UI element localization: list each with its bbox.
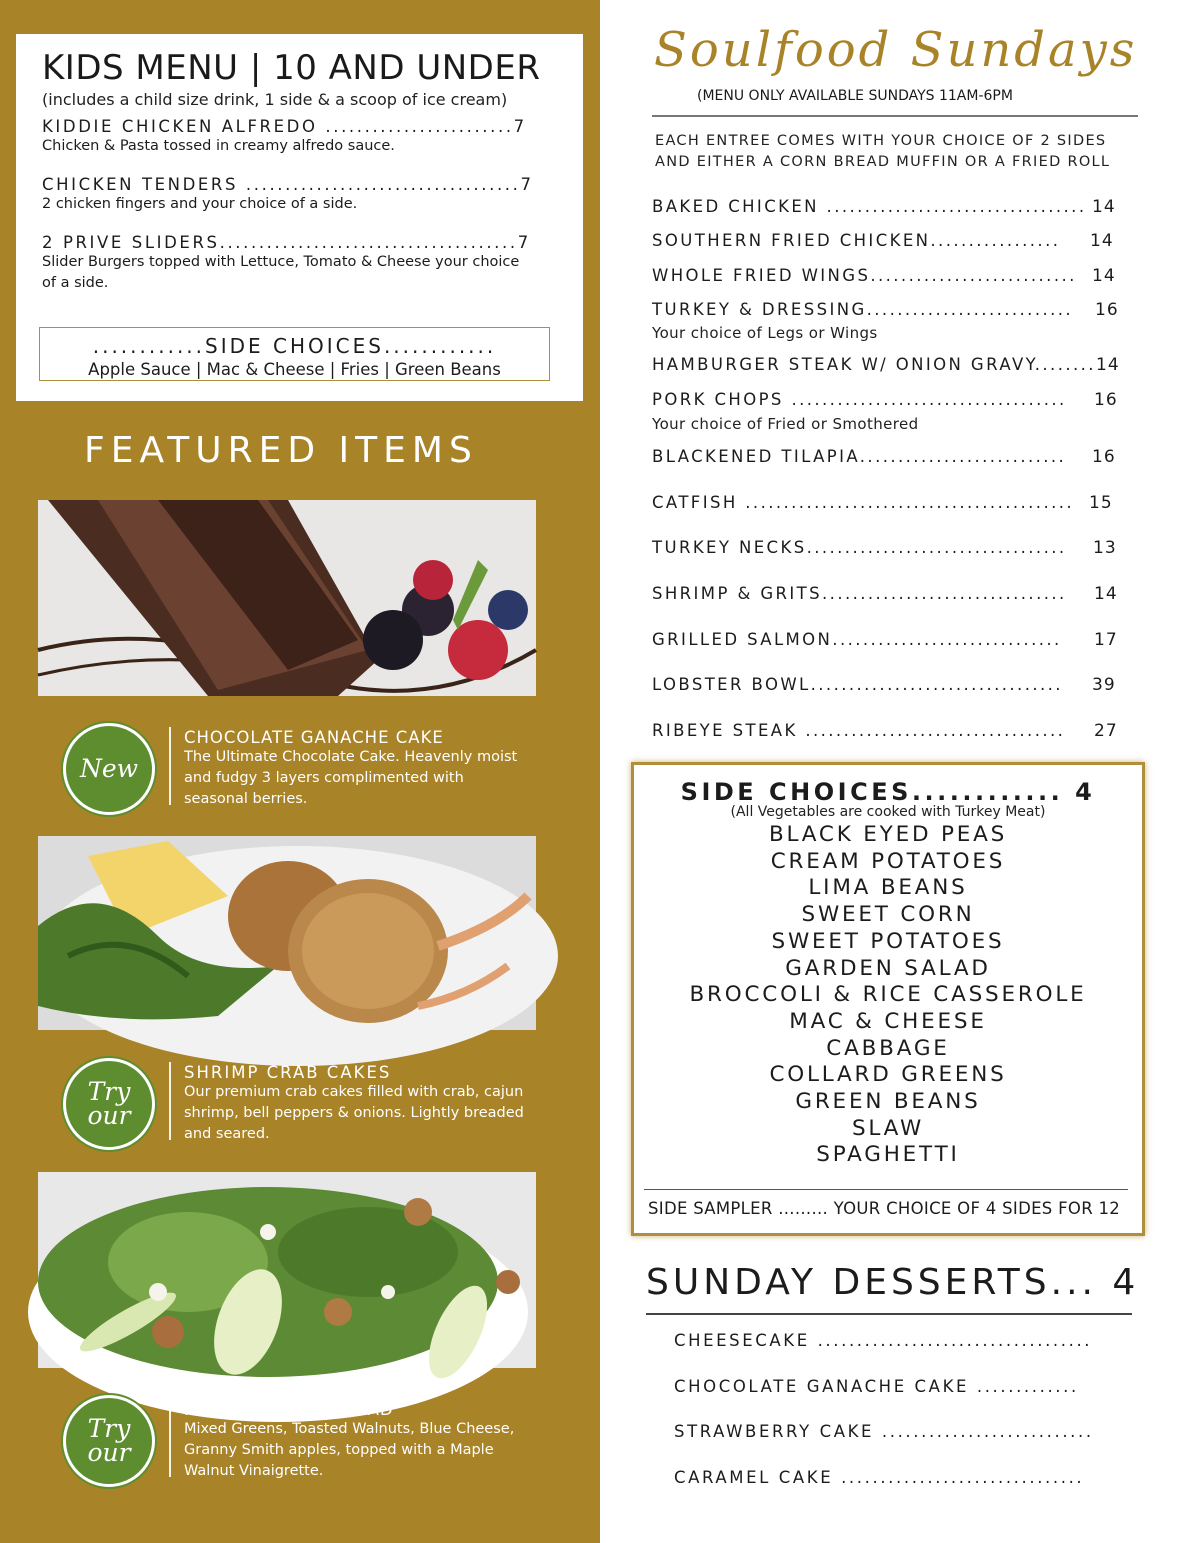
entree-name: BAKED CHICKEN .................................. [652, 197, 1087, 216]
kids-item-price: 7 [517, 233, 531, 252]
entree-row [652, 390, 1118, 414]
entree-name: BLACKENED TILAPIA........................... [652, 447, 1067, 466]
featured-item-description: Our premium crab cakes filled with crab, cajun shrimp, bell peppers & onions. Lightly breaded and seared. [184, 1084, 524, 1142]
dessert-item: CHEESECAKE ................................... [674, 1331, 1093, 1350]
entree-name: HAMBURGER STEAK W/ ONION GRAVY........ [652, 355, 1096, 374]
entree-row [652, 447, 1116, 471]
entree-row [652, 493, 1113, 517]
featured-divider [169, 1399, 171, 1477]
kids-item-heading [42, 233, 531, 252]
entree-price: 14 [1092, 197, 1116, 217]
featured-divider [169, 727, 171, 805]
side-choices-note: (All Vegetables are cooked with Turkey Meat) [730, 804, 1046, 820]
entree-price: 27 [1094, 721, 1118, 741]
side-sampler: SIDE SAMPLER ......... YOUR CHOICE OF 4 SIDES FOR 12 [648, 1199, 1121, 1218]
try-our-badge: Try our [63, 1058, 155, 1150]
right-panel [600, 0, 1200, 1543]
entree-intro: EACH ENTREE COMES WITH YOUR CHOICE OF 2 SIDES AND EITHER A CORN BREAD MUFFIN OR A FRIED ROLL [655, 133, 1111, 170]
kids-item-name: CHICKEN TENDERS [42, 175, 239, 194]
kids-item-leader: ................................... [238, 175, 521, 194]
kids-menu-item [42, 175, 557, 215]
new-badge: New [63, 723, 155, 815]
entree-name: LOBSTER BOWL................................. [652, 675, 1063, 694]
kids-menu-subtitle: (includes a child size drink, 1 side & a scoop of ice cream) [42, 90, 508, 109]
entree-price: 14 [1092, 266, 1116, 286]
try-our-badge: Try our [63, 1395, 155, 1487]
entree-row [652, 584, 1118, 608]
entree-name: RIBEYE STEAK .................................. [652, 721, 1066, 740]
kids-side-choices-list: Apple Sauce | Mac & Cheese | Fries | Green Beans [88, 360, 501, 379]
side-item: GREEN BEANS [795, 1089, 981, 1115]
featured-item-name: SHRIMP CRAB CAKES [184, 1063, 392, 1082]
side-item: CREAM POTATOES [770, 848, 1006, 874]
side-item: GARDEN SALAD [785, 955, 991, 981]
kids-item-description: 2 chicken fingers and your choice of a side. [42, 196, 358, 212]
chocolate-cake-photo [38, 500, 536, 696]
kids-side-choices-box [39, 327, 550, 381]
side-item: MAC & CHEESE [789, 1008, 987, 1034]
side-item: BROCCOLI & RICE CASSEROLE [689, 982, 1087, 1008]
kids-menu-item [42, 117, 557, 157]
featured-item-maple-walnut-salad [184, 1400, 524, 1482]
soulfood-sundays-title: Soulfood Sundays [654, 22, 1138, 78]
entree-row [652, 630, 1118, 654]
maple-walnut-salad-photo [38, 1172, 536, 1368]
side-choices-list [634, 822, 1142, 1169]
title-divider [652, 115, 1138, 117]
entree-row [652, 675, 1116, 699]
availability-note: (MENU ONLY AVAILABLE SUNDAYS 11AM-6PM [697, 88, 1013, 104]
kids-menu-card [16, 34, 583, 401]
kids-item-description: Slider Burgers topped with Lettuce, Tomato & Cheese your choice of a side. [42, 254, 520, 291]
kids-item-description: Chicken & Pasta tossed in creamy alfredo sauce. [42, 138, 395, 154]
entree-name: PORK CHOPS .................................... [652, 390, 1067, 409]
featured-items-title: FEATURED ITEMS [84, 430, 478, 471]
entree-note: Your choice of Fried or Smothered [652, 415, 919, 433]
kids-item-heading [42, 117, 527, 136]
sampler-divider [644, 1189, 1128, 1190]
featured-item-chocolate-cake [184, 728, 524, 810]
featured-item-name: CHOCOLATE GANACHE CAKE [184, 728, 444, 747]
featured-item-description: Mixed Greens, Toasted Walnuts, Blue Cheese, Granny Smith apples, topped with a Maple Walnut Vinaigrette. [184, 1421, 515, 1479]
kids-item-price: 7 [513, 117, 527, 136]
kids-item-heading [42, 175, 534, 194]
entree-name: SOUTHERN FRIED CHICKEN................. [652, 231, 1061, 250]
kids-item-leader: ........................ [317, 117, 514, 136]
side-item: SPAGHETTI [816, 1142, 960, 1168]
dessert-item: STRAWBERRY CAKE ........................... [674, 1422, 1094, 1441]
kids-menu-title: KIDS MENU | 10 AND UNDER [42, 48, 541, 88]
sunday-desserts-title: SUNDAY DESSERTS... 4 [646, 1262, 1140, 1303]
entree-price: 39 [1092, 675, 1116, 695]
entree-price: 16 [1094, 390, 1118, 410]
entree-price: 13 [1093, 538, 1117, 558]
entree-price: 16 [1092, 447, 1116, 467]
entree-price: 14 [1096, 355, 1120, 375]
entree-name: GRILLED SALMON.............................. [652, 630, 1062, 649]
side-item: BLACK EYED PEAS [768, 822, 1008, 847]
entree-name: CATFISH ........................................... [652, 493, 1075, 512]
side-item: SWEET POTATOES [771, 928, 1005, 954]
side-item: LIMA BEANS [808, 875, 968, 901]
entree-row [652, 355, 1120, 379]
kids-item-name: KIDDIE CHICKEN ALFREDO [42, 117, 318, 136]
entree-row [652, 538, 1117, 562]
entree-name: TURKEY & DRESSING........................... [652, 300, 1074, 319]
crab-cakes-photo [38, 836, 536, 1030]
side-choices-box [631, 762, 1145, 1236]
featured-divider [169, 1062, 171, 1140]
kids-item-name: 2 PRIVE SLIDERS [42, 233, 220, 252]
entree-price: 15 [1089, 493, 1113, 513]
side-choices-title: SIDE CHOICES............ 4 [680, 778, 1096, 806]
dessert-item: CHOCOLATE GANACHE CAKE ............. [674, 1377, 1079, 1396]
entree-row [652, 197, 1116, 221]
dessert-item: CARAMEL CAKE ............................... [674, 1468, 1085, 1487]
entree-note: Your choice of Legs or Wings [652, 324, 878, 342]
desserts-divider [646, 1313, 1132, 1315]
entree-row [652, 266, 1116, 290]
entree-price: 14 [1094, 584, 1118, 604]
featured-item-shrimp-crab-cakes [184, 1063, 524, 1145]
entree-row [652, 300, 1119, 324]
featured-item-description: The Ultimate Chocolate Cake. Heavenly moist and fudgy 3 layers complimented with seasonal berries. [184, 749, 518, 807]
kids-side-choices-heading: ............SIDE CHOICES............ [92, 334, 497, 358]
kids-item-price: 7 [520, 175, 534, 194]
side-item: SLAW [851, 1115, 925, 1141]
entree-name: WHOLE FRIED WINGS........................... [652, 266, 1077, 285]
side-item: SWEET CORN [801, 902, 975, 928]
side-item: CABBAGE [826, 1035, 950, 1061]
entree-price: 17 [1094, 630, 1118, 650]
entree-name: TURKEY NECKS.................................. [652, 538, 1067, 557]
entree-row [652, 721, 1118, 745]
side-item: COLLARD GREENS [769, 1062, 1007, 1088]
kids-menu-item [42, 233, 557, 294]
featured-item-name: MAPLE WALNUT SALAD [184, 1400, 394, 1419]
entree-name: SHRIMP & GRITS................................ [652, 584, 1067, 603]
kids-item-leader: ...................................... [219, 233, 518, 252]
entree-price: 14 [1090, 231, 1114, 251]
entree-row [652, 231, 1114, 255]
entree-price: 16 [1095, 300, 1119, 320]
